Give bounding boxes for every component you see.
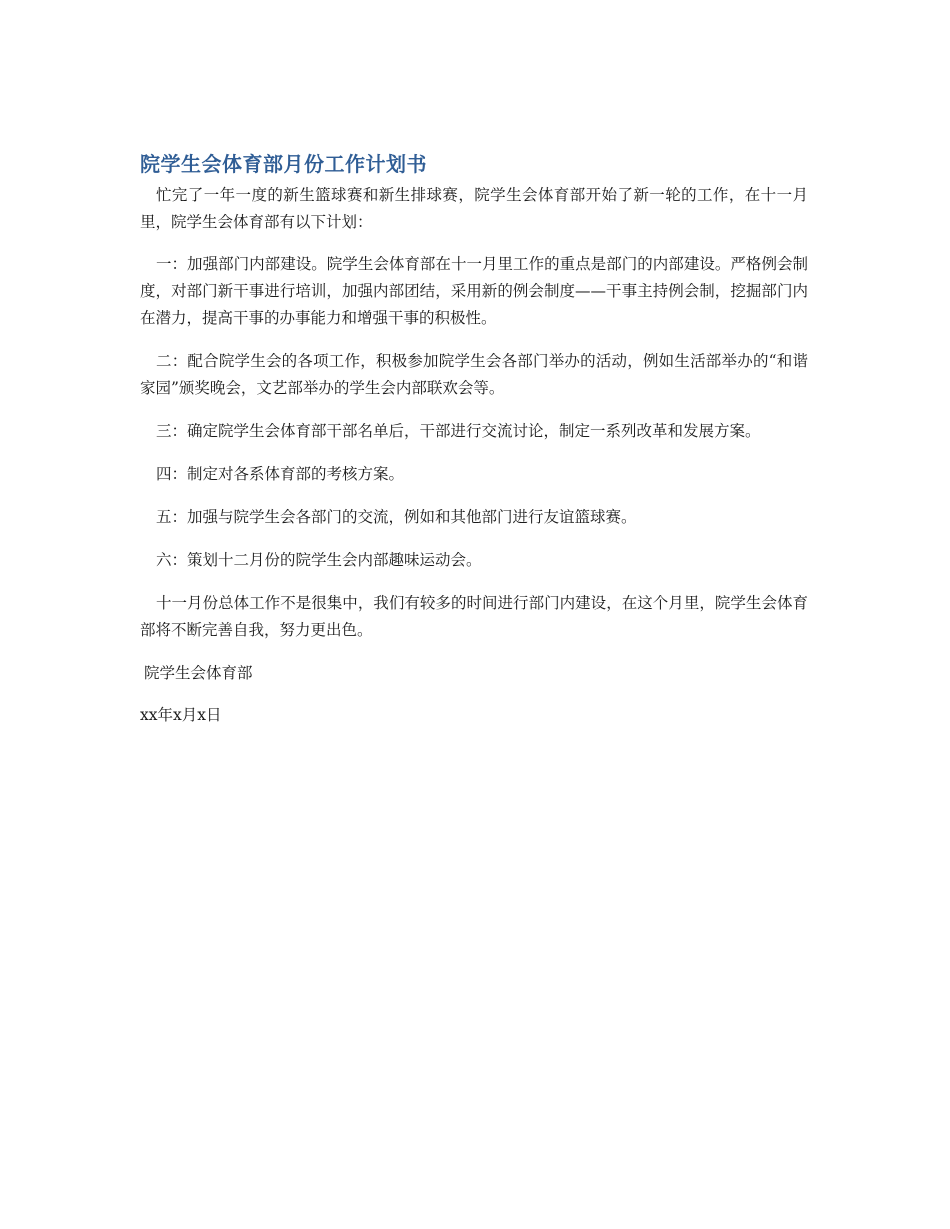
plan-item-4: 四：制定对各系体育部的考核方案。: [156, 465, 405, 483]
signature-date: xx年x月x日: [140, 706, 222, 724]
intro-paragraph: 忙完了一年一度的新生篮球赛和新生排球赛，院学生会体育部开始了新一轮的工作，在十一月里，院学生会体育部有以下计划：: [140, 186, 808, 231]
plan-item-3: 三：确定院学生会体育部干部名单后，干部进行交流讨论，制定一系列改革和发展方案。: [156, 422, 761, 440]
document-page: [140, 150, 808, 744]
closing-paragraph: 十一月份总体工作不是很集中，我们有较多的时间进行部门内建设，在这个月里，院学生会体育部将不断完善自我，努力更出色。: [140, 594, 808, 639]
plan-item-2: 二：配合院学生会的各项工作，积极参加院学生会各部门举办的活动，例如生活部举办的“和谐家园”颁奖晚会，文艺部举办的学生会内部联欢会等。: [140, 352, 808, 397]
document-title: 院学生会体育部月份工作计划书: [140, 152, 427, 176]
plan-item-6: 六：策划十二月份的院学生会内部趣味运动会。: [156, 551, 482, 569]
plan-item-5: 五：加强与院学生会各部门的交流，例如和其他部门进行友谊篮球赛。: [156, 508, 637, 526]
plan-item-1: 一：加强部门内部建设。院学生会体育部在十一月里工作的重点是部门的内部建设。严格例会制度，对部门新干事进行培训，加强内部团结，采用新的例会制度——干事主持例会制，挖掘部门内在潜力，提高干事的办事能力和增强干事的积极性。: [140, 255, 808, 327]
signature-organization: 院学生会体育部: [144, 664, 253, 682]
